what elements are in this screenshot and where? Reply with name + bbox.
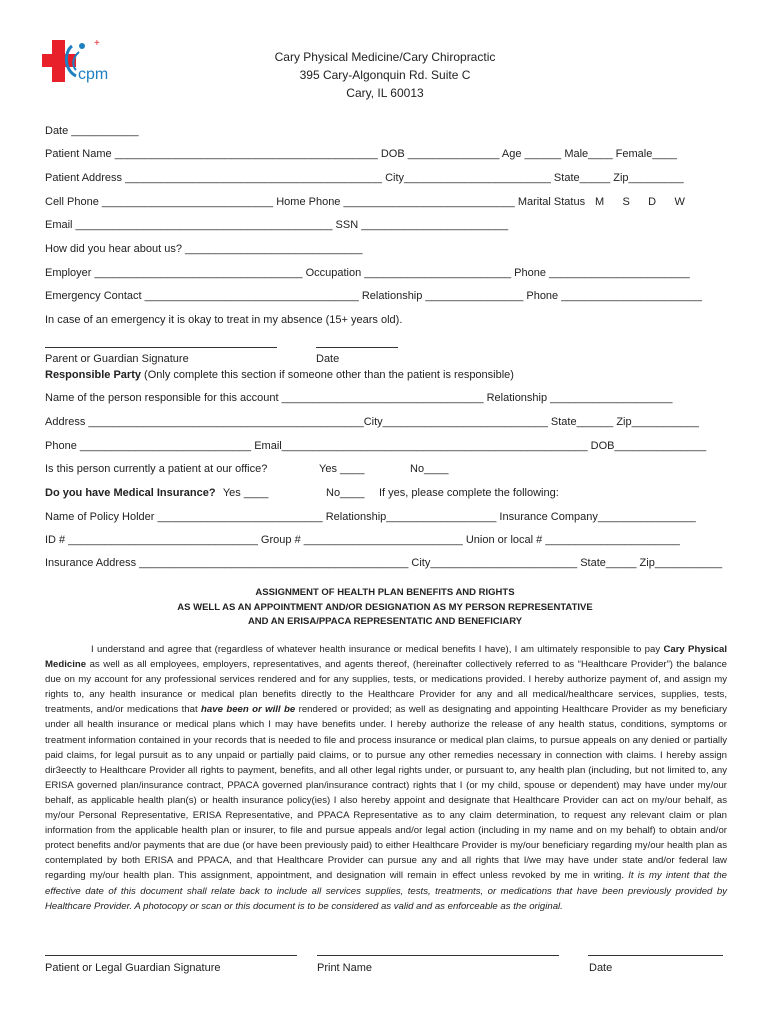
email-line[interactable]: Email __________________________________________ SSN ________________________: [45, 219, 509, 231]
clinic-city: Cary, IL 60013: [346, 86, 424, 100]
how-hear-line[interactable]: How did you hear about us? _____________________________: [45, 243, 363, 255]
patient-name-line[interactable]: Patient Name ___________________________________________ DOB _______________ Age ______ Male____ Female____: [45, 148, 677, 160]
para-italic: It is my intent that the effective date of this document shall relate back to include all services supplies, tests, treatments, or medications that have been previously provided by Healthcare Provider. A photocopy or scan or this document is to be considered as valid and as enforceable as the original.: [45, 870, 728, 912]
assignment-paragraph: [45, 642, 727, 914]
id-group-line[interactable]: ID # _______________________________ Group # __________________________ Union or local # ______________________: [45, 534, 680, 546]
svg-text:+: +: [94, 40, 100, 49]
patient-signature-line[interactable]: [45, 955, 297, 956]
insurance-yes[interactable]: Yes ____: [220, 487, 269, 499]
responsible-address-line[interactable]: Address _____________________________________________City___________________________ State______ Zip___________: [45, 416, 699, 428]
parent-signature-label: Parent or Guardian Signature: [45, 353, 189, 365]
para-mid-2: rendered or provided; as well as designating and appointing Healthcare Provider as my beneficiary under all health insurance or medical plans which I may have benefits under. I hereby authorize the release of any health status, conditions, symptoms or treatment information contained in your records that is needed to file and process insurance or medical plan claims, to pursue appeals on any denied or partially paid claims, for legal pursuit as to any unpaid or partially paid claims, or to pursue any other remedies necessary in connection with claims. I hereby assign dir3eectly to Healthcare Provider all rights to payment, benefits, and all other legal rights under, or pursuant to, any health plan (including, but not limited to, any ERISA governed plan/insurance contract, PPACA governed plan/insurance contract) rights that I (or my child, spouse or dependent) may have under my/our behalf, as applicable health plan(s) or health insurance policy(ies) I also hereby appoint and designate that Healthcare Provider can act on my/our behalf, as my/our Personal Representative, ERISA Representative, and PPACA Representative as to any claim determination, to request any relevant claim or plan information from the applicable health plan or insurer, to file and pursue appeals and/or legal action (including in my name and on my behalf) to obtain and/or protect benefits and/or payments that are due (or have been previously paid) to either Healthcare Provider is my/our beneficiary regarding my/our health plan as contemplated by both ERISA and PPACA, and that Healthcare Provider can pursue any and all rights that I/we may have under state and/or federal law regarding my/our health plan. This assignment, appointment, and designation will remain in effect unless revoked by me in writing.: [45, 704, 727, 882]
insurance-address-line[interactable]: Insurance Address ____________________________________________ City________________________ State_____ Zip___________: [45, 557, 723, 569]
cell-phone-line[interactable]: Cell Phone ____________________________ Home Phone ____________________________ Marital Status: [45, 196, 586, 208]
clinic-address: 395 Cary-Algonquin Rd. Suite C: [299, 68, 471, 82]
logo-text: cpm: [78, 66, 109, 83]
responsible-party-subtitle: (Only complete this section if someone other than the patient is responsible): [140, 369, 514, 381]
insurance-question: Do you have Medical Insurance?: [45, 487, 216, 499]
print-name-label: Print Name: [317, 962, 373, 974]
marital-options[interactable]: M S D W: [595, 196, 685, 208]
date-field[interactable]: Date ___________: [45, 125, 139, 137]
assignment-title-1: ASSIGNMENT OF HEALTH PLAN BENEFITS AND RIGHTS: [255, 587, 515, 598]
patient-address-line[interactable]: Patient Address __________________________________________ City________________________ State_____ Zip_________: [45, 172, 684, 184]
emergency-contact-line[interactable]: Emergency Contact ___________________________________ Relationship ________________ Phone _______________________: [45, 290, 702, 302]
clinic-header: [190, 48, 580, 102]
parent-date-line[interactable]: [316, 347, 398, 348]
responsible-party-heading: [45, 368, 514, 382]
patient-signature-label: Patient or Legal Guardian Signature: [45, 962, 221, 974]
clinic-name: Cary Physical Medicine/Cary Chiropractic: [274, 50, 496, 64]
assignment-title-3: AND AN ERISA/PPACA REPRESENTATIC AND BENEFICIARY: [247, 616, 523, 627]
is-patient-no[interactable]: No____: [410, 463, 449, 475]
responsible-phone-line[interactable]: Phone ____________________________ Email__________________________________________________ DOB_______________: [45, 440, 707, 452]
responsible-name-line[interactable]: Name of the person responsible for this account _________________________________ Relationship ____________________: [45, 392, 673, 404]
para-start: I understand and agree that (regardless of whatever health insurance or medical benefits I have), I am ultimately responsible to pay: [91, 644, 664, 655]
assignment-title-2: AS WELL AS AN APPOINTMENT AND/OR DESIGNATION AS MY PERSON REPRESENTATIVE: [177, 602, 593, 613]
para-emphasis: have been or will be: [201, 704, 296, 716]
signature-date-label: Date: [589, 962, 613, 974]
para-mid-1: as well as all employees, employers, representatives, and agents thereof, (hereinafter collectively referred to as “Healthcare Provider”) the balance due on my account for any professional services rendered and for any supplies, tests, or medications provided. I hereby authorize payment of, and assign my rights to, any health insurance or medical plan benefits directly to the Healthcare Provider for any and all medical/healthcare services, supplies, tests, treatments, and/or medications that: [45, 659, 727, 716]
employer-line[interactable]: Employer __________________________________ Occupation ________________________ Phone _______________________: [45, 267, 690, 279]
parent-signature-line[interactable]: [45, 347, 277, 348]
insurance-no[interactable]: No____: [326, 487, 365, 499]
insurance-follow-text: If yes, please complete the following:: [379, 487, 559, 499]
print-name-line[interactable]: [317, 955, 559, 956]
is-patient-question: Is this person currently a patient at our office?: [45, 463, 268, 475]
para-clinic-name: Cary Physical Medicine: [45, 644, 727, 671]
emergency-consent-text: In case of an emergency it is okay to treat in my absence (15+ years old).: [45, 314, 403, 326]
responsible-party-title: Responsible Party: [45, 369, 141, 381]
parent-date-label: Date: [316, 353, 340, 365]
policy-holder-line[interactable]: Name of Policy Holder ___________________________ Relationship__________________ Insurance Company________________: [45, 511, 696, 523]
is-patient-yes[interactable]: Yes ____: [319, 463, 365, 475]
signature-date-line[interactable]: [588, 955, 723, 956]
clinic-logo: [42, 40, 122, 90]
